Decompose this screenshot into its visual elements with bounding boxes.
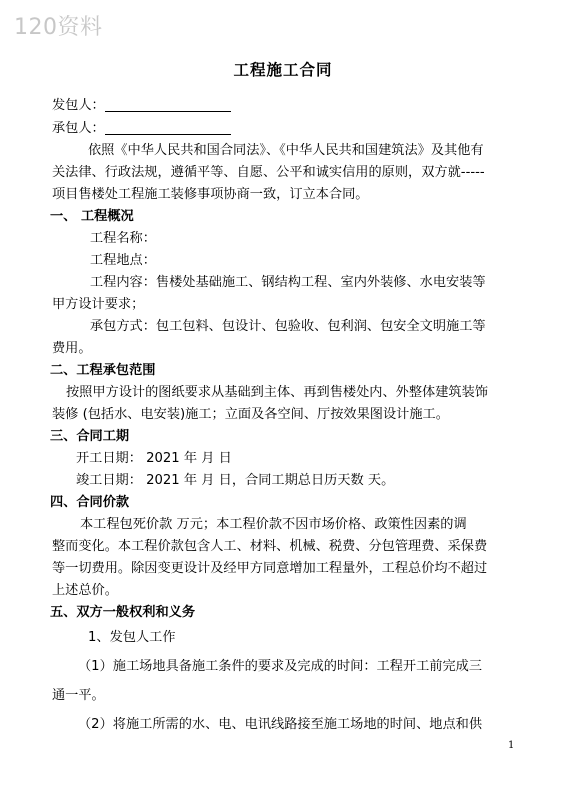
project-location: 工程地点： <box>90 253 156 268</box>
section-3-heading: 三、合同工期 <box>50 429 130 444</box>
employer-work-heading: 1、发包人工作 <box>88 630 176 645</box>
duty-item-1-line-2: 通一平。 <box>52 688 105 703</box>
price-line-2: 整而变化。本工程价款包含人工、材料、机械、税费、分包管理费、采保费 <box>52 539 488 554</box>
contractor-label: 承包人： <box>52 121 105 136</box>
price-line-4: 上述总价。 <box>52 583 118 598</box>
project-content-2: 甲方设计要求； <box>52 297 145 312</box>
contract-method-1: 承包方式：包工包料、包设计、包验收、包利润、包安全文明施工等 <box>90 319 486 334</box>
page-number: 1 <box>508 740 515 751</box>
contract-method-2: 费用。 <box>52 341 92 356</box>
watermark-logo: 120资料 <box>14 15 103 40</box>
employer-line <box>52 96 231 116</box>
section-2-heading: 二、工程承包范围 <box>50 363 156 378</box>
duty-item-2-line-1: （2）将施工所需的水、电、电讯线路接至施工场地的时间、地点和供 <box>78 717 483 732</box>
duty-item-1-line-1: （1）施工场地具备施工条件的要求及完成的时间：工程开工前完成三 <box>78 659 483 674</box>
project-name: 工程名称： <box>90 231 156 246</box>
section-5-heading: 五、双方一般权利和义务 <box>50 605 196 620</box>
scope-line-1: 按照甲方设计的图纸要求从基础到主体、再到售楼处内、外整体建筑装饰 <box>66 385 488 400</box>
contractor-blank <box>105 119 231 135</box>
scope-line-2: 装修 (包括水、电安装)施工；立面及各空间、厅按效果图设计施工。 <box>52 407 449 422</box>
page-title: 工程施工合同 <box>233 61 333 79</box>
section-4-heading: 四、合同价款 <box>50 495 130 510</box>
intro-line-1: 依照《中华人民共和国合同法》、《中华人民共和国建筑法》及其他有 <box>88 143 484 158</box>
intro-line-3: 项目售楼处工程施工装修事项协商一致，订立本合同。 <box>52 187 369 202</box>
project-content-1: 工程内容：售楼处基础施工、钢结构工程、室内外装修、水电安装等 <box>90 275 486 290</box>
start-date: 开工日期： 2021 年 月 日 <box>76 451 232 466</box>
price-line-3: 等一切费用。除因变更设计及经甲方同意增加工程量外，工程总价均不超过 <box>52 561 488 576</box>
end-date: 竣工日期： 2021 年 月 日，合同工期总日历天数 天。 <box>76 473 395 488</box>
section-1-heading: 一、 工程概况 <box>50 209 134 224</box>
price-line-1: 本工程包死价款 万元；本工程价款不因市场价格、政策性因素的调 <box>80 517 467 532</box>
contractor-line <box>52 119 231 139</box>
employer-blank <box>105 96 231 112</box>
employer-label: 发包人： <box>52 98 105 113</box>
intro-line-2: 关法律、行政法规，遵循平等、自愿、公平和诚实信用的原则，双方就----- <box>52 165 485 180</box>
